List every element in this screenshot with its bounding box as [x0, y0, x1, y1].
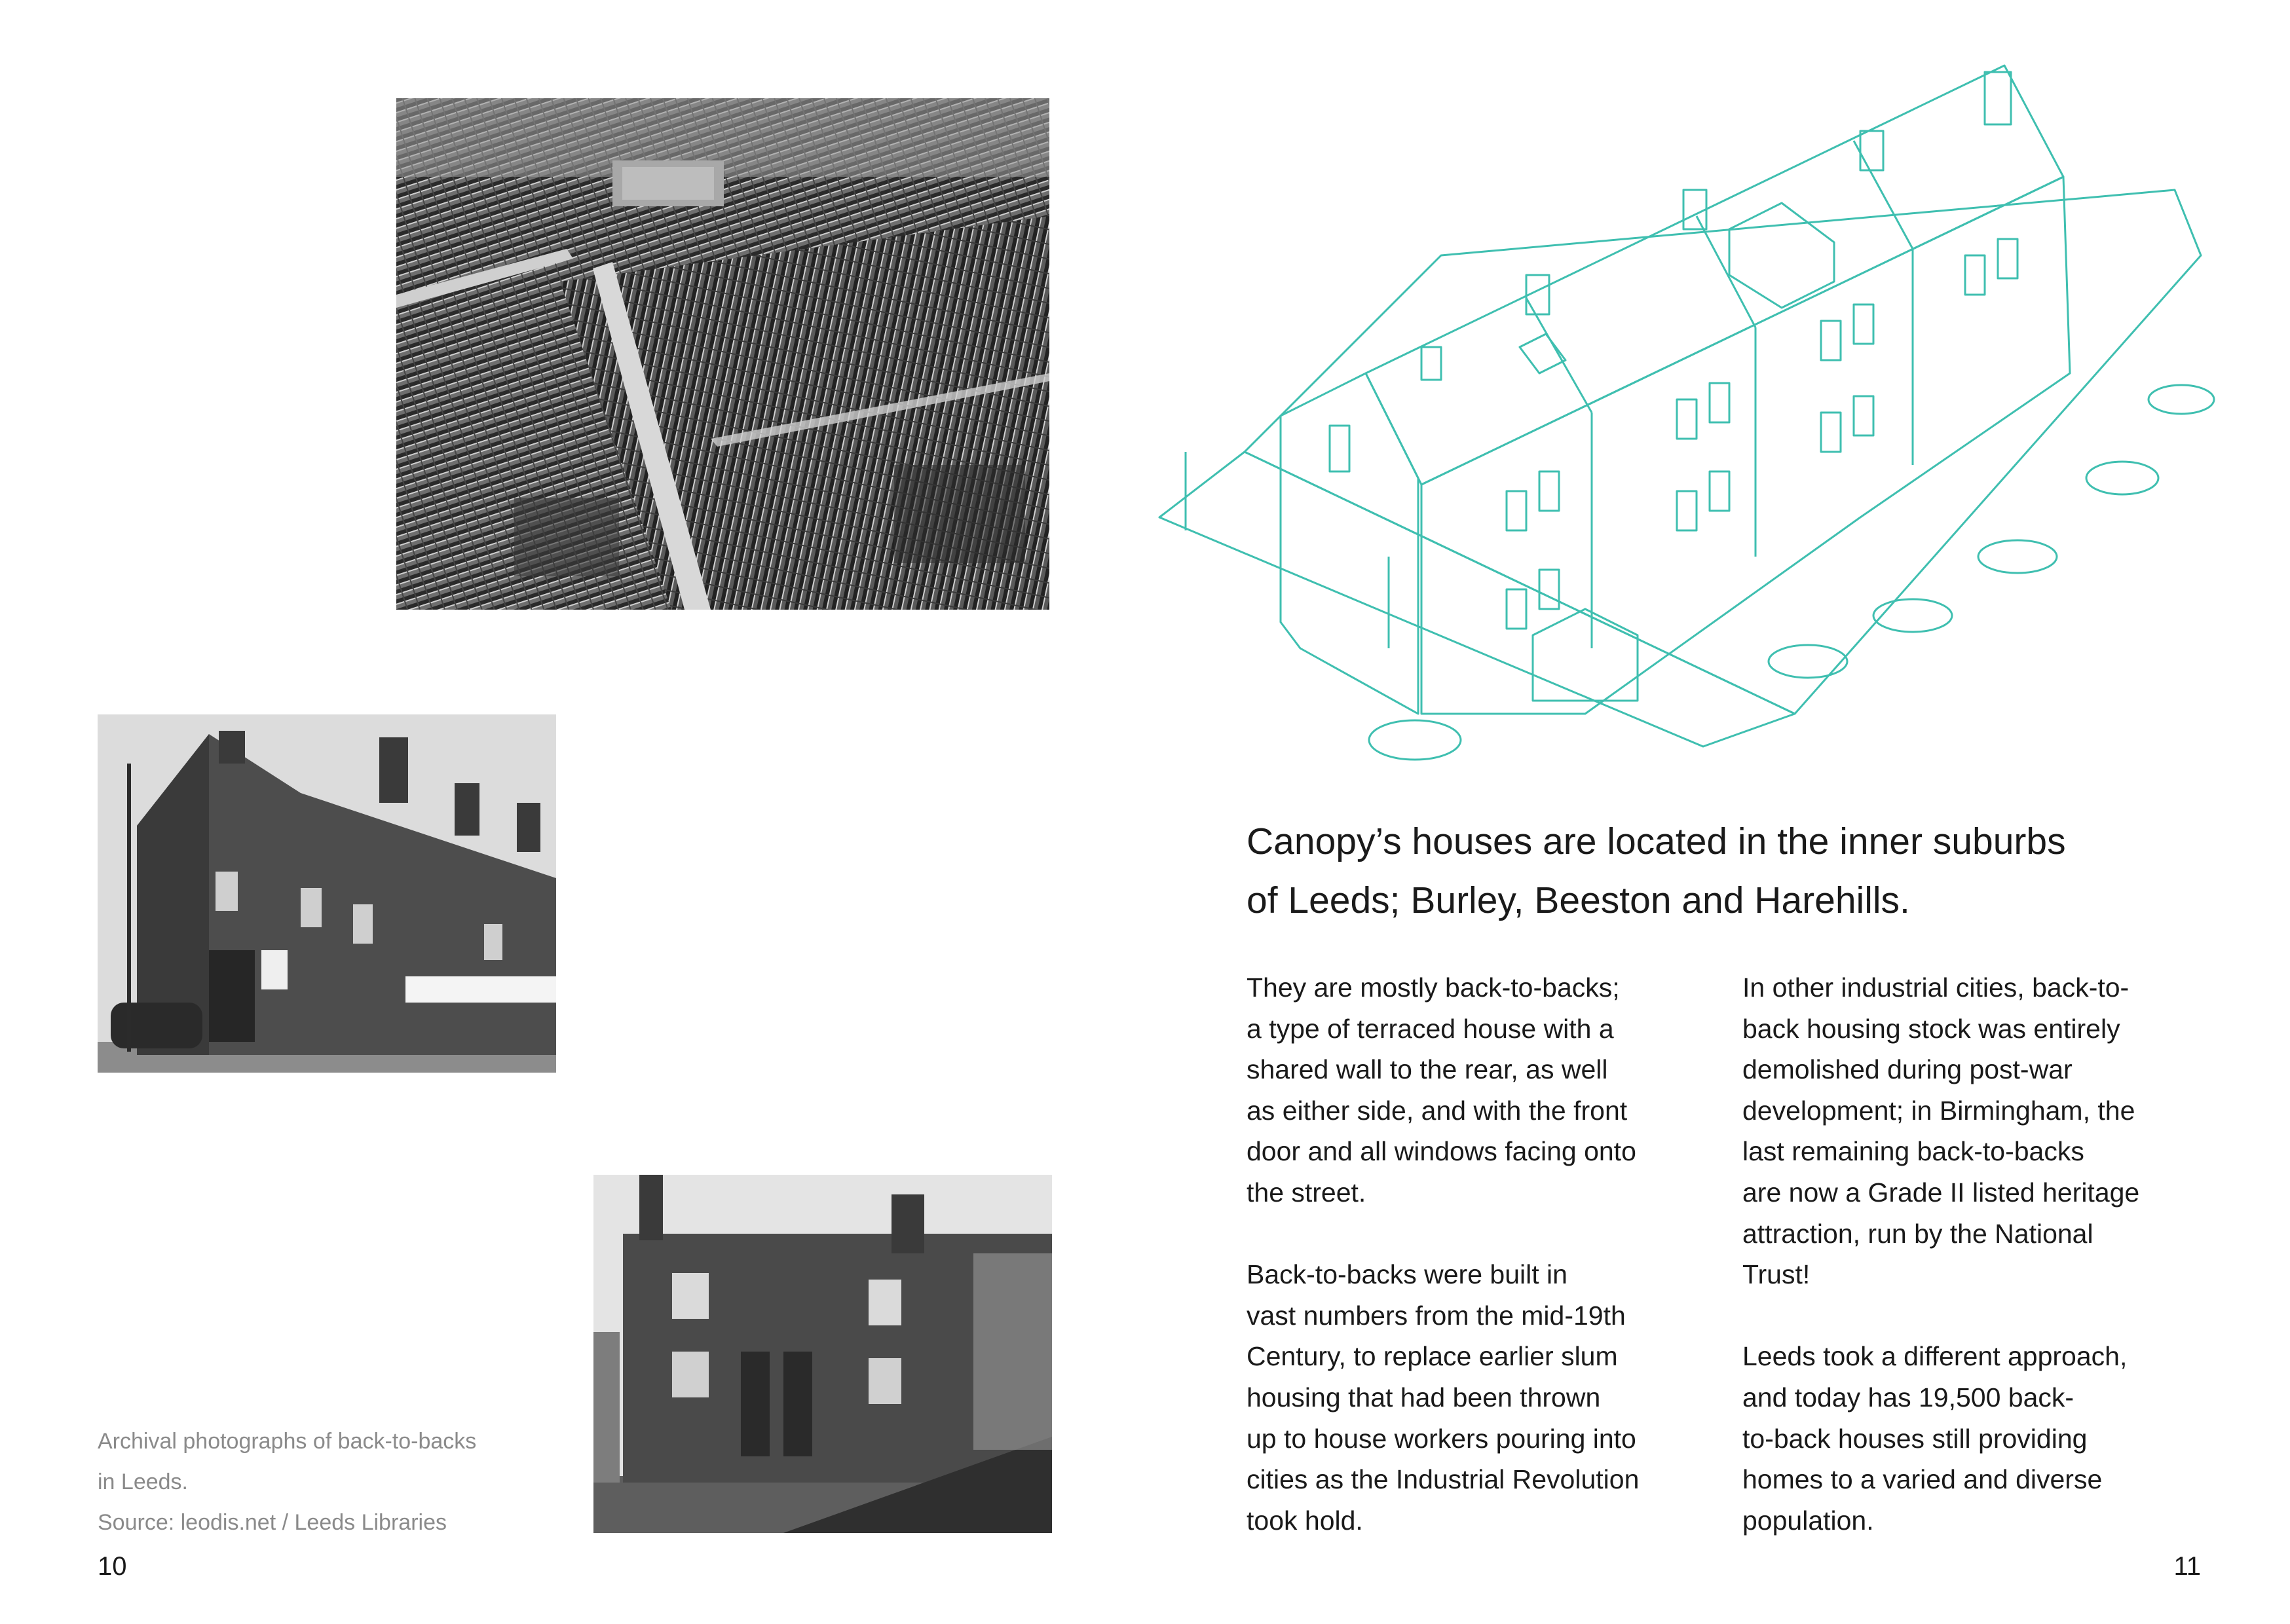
body-line: up to house workers pouring into: [1247, 1423, 1636, 1454]
body-line: population.: [1742, 1505, 1874, 1536]
caption-source: Source: leodis.net / Leeds Libraries: [98, 1510, 447, 1535]
body-line: door and all windows facing onto: [1247, 1136, 1636, 1167]
body-line: Back-to-backs were built in: [1247, 1259, 1567, 1290]
body-line: to-back houses still providing: [1742, 1423, 2088, 1454]
body-line: back housing stock was entirely: [1742, 1013, 2120, 1044]
section-heading: [1247, 812, 2216, 930]
body-line: a type of terraced house with a: [1247, 1013, 1614, 1044]
rear-houses-photo: [593, 1175, 1052, 1533]
body-line: are now a Grade II listed heritage: [1742, 1177, 2140, 1208]
body-line: demolished during post-war: [1742, 1054, 2073, 1085]
body-line: [1742, 1295, 2214, 1337]
body-line: Century, to replace earlier slum: [1247, 1341, 1618, 1372]
body-line: shared wall to the rear, as well: [1247, 1054, 1608, 1085]
page-number-right: 11: [2173, 1552, 2201, 1581]
terrace-illustration: [1140, 59, 2221, 773]
body-line: development; in Birmingham, the: [1742, 1095, 2135, 1126]
heading-line: of Leeds; Burley, Beeston and Harehills.: [1247, 879, 1910, 921]
body-line: the street.: [1247, 1177, 1366, 1208]
body-line: and today has 19,500 back-: [1742, 1382, 2074, 1412]
body-line: In other industrial cities, back-to-: [1742, 972, 2130, 1003]
body-line: last remaining back-to-backs: [1742, 1136, 2084, 1167]
body-line: attraction, run by the National: [1742, 1218, 2093, 1249]
body-line: took hold.: [1247, 1505, 1363, 1536]
body-line: [1247, 1213, 1718, 1255]
body-line: vast numbers from the mid-19th: [1247, 1300, 1626, 1331]
photo-caption: [98, 1421, 569, 1543]
caption-line: in Leeds.: [98, 1469, 188, 1494]
body-column-right: [1742, 967, 2214, 1541]
body-line: as either side, and with the front: [1247, 1095, 1628, 1126]
body-line: They are mostly back-to-backs;: [1247, 972, 1620, 1003]
page-number-left: 10: [98, 1552, 127, 1581]
body-line: homes to a varied and diverse: [1742, 1464, 2103, 1495]
body-line: cities as the Industrial Revolution: [1247, 1464, 1640, 1495]
body-column-left: [1247, 967, 1718, 1541]
heading-line: Canopy’s houses are located in the inner suburbs: [1247, 821, 2066, 862]
body-line: Trust!: [1742, 1259, 1811, 1290]
body-line: housing that had been thrown: [1247, 1382, 1601, 1412]
corner-house-photo: [98, 714, 556, 1073]
body-line: Leeds took a different approach,: [1742, 1341, 2128, 1372]
caption-line: Archival photographs of back-to-backs: [98, 1429, 477, 1454]
aerial-photo: [396, 98, 1049, 610]
